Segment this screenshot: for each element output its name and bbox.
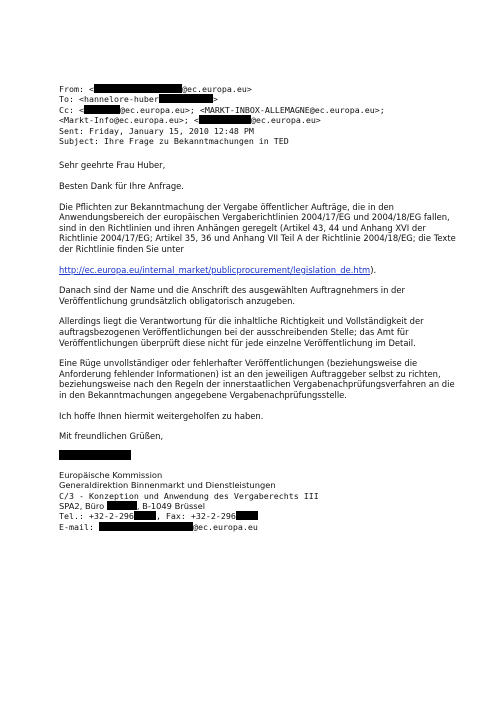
signature-unit: C/3 - Konzeption und Anwendung des Vergaberechts III xyxy=(59,490,319,501)
email-label: E-mail: xyxy=(59,521,94,532)
fax-label: , Fax: +32-2-296 xyxy=(155,511,236,522)
address-end: , B-1049 Brüssel xyxy=(136,500,206,511)
legislation-link[interactable]: http://ec.europa.eu/internal_market/publicprocurement/legislation_de.htm xyxy=(59,264,371,275)
email-domain: @ec.europa.eu xyxy=(192,521,258,532)
redaction-bar xyxy=(199,115,251,124)
paragraph-obligations: Die Pflichten zur Bekanntmachung der Vergabe öffentlicher Aufträge, die in den Anwendungsbereich der europäischen Vergaberichtlinien 2004/17/EG und 2004/18/EG fallen, sind in den Richtlinien und ihren Anhängen geregelt (Artikel 43, 44 und Anhang XVI der Richtlinie 2004/17/EG; Artikel 35, 36 und Anhang VII Teil A der Richtlinie 2004/18/EG; die Texte der Richtlinie finden Sie unter xyxy=(59,201,456,254)
redaction-bar xyxy=(134,511,156,520)
to-line xyxy=(59,94,459,104)
tel-label: Tel.: +32-2-296 xyxy=(59,511,134,522)
cc-line xyxy=(59,105,459,115)
cc2-domain: @ec.europa.eu> xyxy=(250,115,321,126)
paragraph-responsibility: Allerdings liegt die Verantwortung für die inhaltliche Richtigkeit und Vollständigkeit der auftragsbezogenen Veröffentlichungen bei der ausschreibenden Stelle; das Amt für Veröffentlichungen überprüft diese nicht für jede einzelne Veröffentlichung im Detail. xyxy=(59,316,424,348)
greeting: Sehr geehrte Frau Huber, xyxy=(59,160,166,171)
address-start: SPA2, Büro xyxy=(59,500,105,511)
sent-line: Sent: Friday, January 15, 2010 12:48 PM xyxy=(59,125,254,136)
redaction-bar xyxy=(99,522,193,531)
signature-phone xyxy=(59,511,459,521)
redacted-signature-name xyxy=(59,450,131,460)
paragraph-complaint: Eine Rüge unvollständiger oder fehlerhafter Veröffentlichungen (beziehungsweise die Anforderung fehlender Informationen) ist an den jeweiligen Auftraggeber selbst zu richten, beziehungsweise nach den Regeln der innerstaatlichen Vergabenachprüfungsverfahren an die in den Bekanntmachungen angegebene Vergabenachprüfungsstelle. xyxy=(59,358,455,400)
to-end: > xyxy=(212,94,218,105)
signature-block xyxy=(59,470,459,532)
signature-org: Europäische Kommission xyxy=(59,469,163,480)
hope-line: Ich hoffe Ihnen hiermit weitergeholfen zu haben. xyxy=(59,410,264,421)
cc2-recipients: <Markt-Info@ec.europa.eu>; < xyxy=(59,115,199,126)
email-document xyxy=(59,84,459,532)
subject-line: Subject: Ihre Frage zu Bekanntmachungen in TED xyxy=(59,136,289,147)
link-suffix: ). xyxy=(370,264,377,275)
from-label: From: < xyxy=(59,84,94,94)
redaction-bar xyxy=(94,84,182,93)
thanks-line: Besten Dank für Ihre Anfrage. xyxy=(59,181,184,192)
signature-email xyxy=(59,522,459,532)
to-label: To: <hannelore-huber xyxy=(59,94,159,105)
from-domain: @ec.europa.eu> xyxy=(181,84,252,94)
signature-dg: Generaldirektion Binnenmarkt und Dienstleistungen xyxy=(59,480,276,491)
redaction-bar xyxy=(107,501,137,510)
redaction-bar xyxy=(236,511,258,520)
cc-recipients: @ec.europa.eu>; <MARKT-INBOX-ALLEMAGNE@ec.europa.eu>; xyxy=(119,104,385,115)
redaction-bar xyxy=(159,94,213,103)
link-paragraph xyxy=(59,265,459,276)
cc-label: Cc: < xyxy=(59,104,84,115)
redaction-bar xyxy=(84,105,120,114)
signature-address xyxy=(59,501,459,511)
email-header xyxy=(59,84,459,146)
cc-line-2 xyxy=(59,115,459,125)
paragraph-name-address: Danach sind der Name und die Anschrift des ausgewählten Auftragnehmers in der Veröffentlichung grundsätzlich obligatorisch anzugeben. xyxy=(59,285,405,306)
closing-line: Mit freundlichen Grüßen, xyxy=(59,431,164,442)
from-line xyxy=(59,84,459,94)
